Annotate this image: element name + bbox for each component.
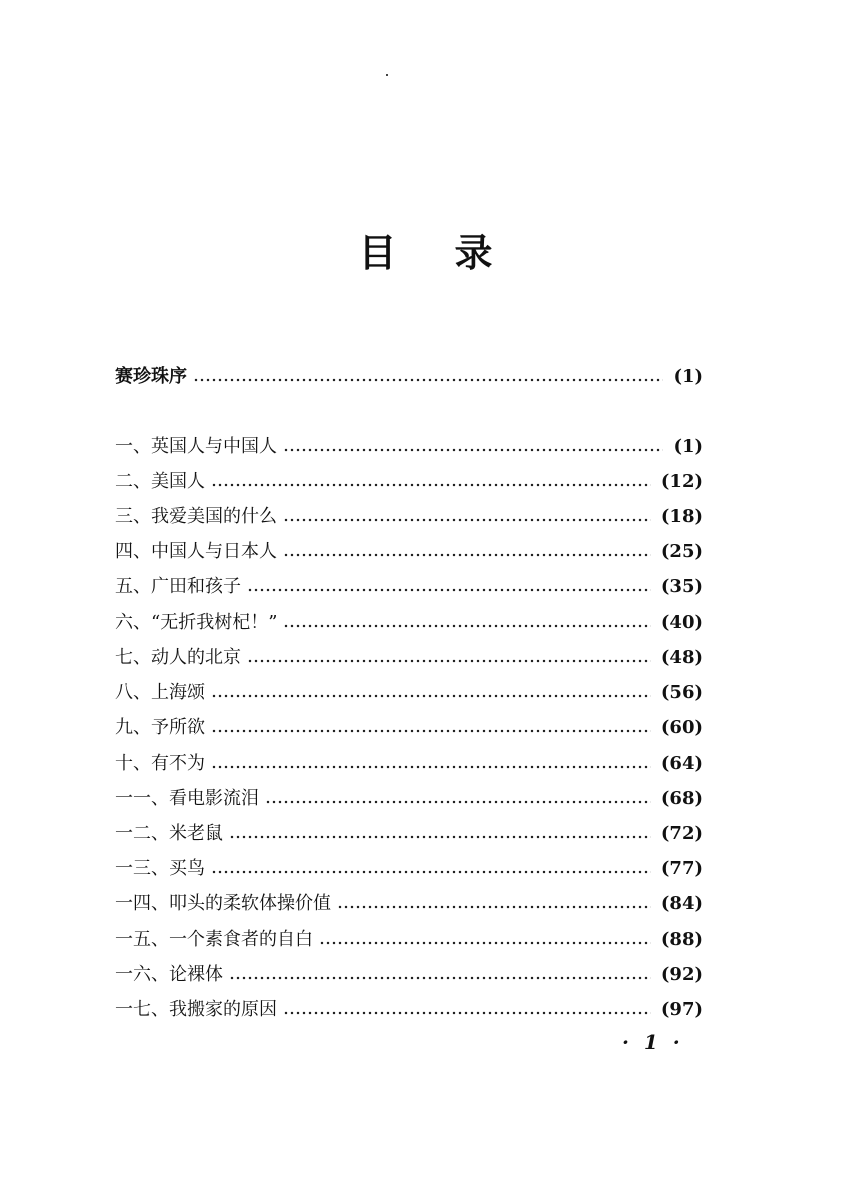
print-speck — [386, 74, 388, 76]
toc-entry-label: 七、动人的北京 — [115, 647, 241, 668]
page-folio: · 1 · — [622, 1030, 684, 1054]
toc-page-number: (25) — [660, 541, 703, 562]
dot-leader — [229, 960, 651, 990]
toc-page-number: (84) — [660, 893, 703, 914]
dot-leader — [247, 572, 651, 602]
toc-entry-label: 一、英国人与中国人 — [115, 436, 277, 457]
dot-leader — [211, 678, 651, 708]
toc-entry-label: 一五、一个素食者的自白 — [115, 929, 313, 950]
toc-entry-label: 一六、论裸体 — [115, 964, 223, 985]
toc-preface-row — [115, 362, 703, 392]
dot-leader — [247, 643, 651, 673]
toc-row — [115, 713, 703, 743]
toc-row — [115, 643, 703, 673]
toc-row — [115, 889, 703, 919]
dot-leader — [283, 432, 663, 462]
toc-row — [115, 960, 703, 990]
toc-entry-label: 六、“无折我树杞！” — [115, 612, 278, 633]
toc-page-number: (97) — [660, 999, 703, 1020]
page-title: 目录 — [358, 230, 551, 275]
toc-entry-label: 十、有不为 — [115, 753, 205, 774]
toc-page-number: (68) — [660, 788, 703, 809]
dot-leader — [337, 889, 651, 919]
toc-page-number: (40) — [660, 612, 703, 633]
toc-entry-label: 赛珍珠序 — [115, 366, 187, 387]
toc-entry-label: 五、广田和孩子 — [115, 576, 241, 597]
toc-row — [115, 784, 703, 814]
toc-page-number: (72) — [660, 823, 703, 844]
toc-row — [115, 749, 703, 779]
toc-row — [115, 678, 703, 708]
toc-page-number: (77) — [660, 858, 703, 879]
toc-page-number: (1) — [673, 436, 703, 457]
toc-entry-label: 八、上海颂 — [115, 682, 205, 703]
toc-entry-label: 九、予所欲 — [115, 717, 205, 738]
dot-leader — [283, 537, 651, 567]
toc-entry-label: 一一、看电影流泪 — [115, 788, 259, 809]
dot-leader — [193, 362, 663, 392]
toc-entry-label: 四、中国人与日本人 — [115, 541, 277, 562]
toc-page-number: (88) — [660, 929, 703, 950]
dot-leader — [211, 713, 651, 743]
toc-row — [115, 819, 703, 849]
dot-leader — [229, 819, 651, 849]
toc-page-number: (56) — [660, 682, 703, 703]
toc-page-number: (60) — [660, 717, 703, 738]
toc-entry-label: 一三、买鸟 — [115, 858, 205, 879]
dot-leader — [283, 608, 651, 638]
toc-entry-label: 一二、米老鼠 — [115, 823, 223, 844]
toc-row — [115, 995, 703, 1025]
toc-row — [115, 854, 703, 884]
dot-leader — [319, 925, 651, 955]
toc-page-number: (92) — [660, 964, 703, 985]
toc-entry-label: 二、美国人 — [115, 471, 205, 492]
toc-row — [115, 608, 703, 638]
dot-leader — [283, 502, 651, 532]
toc-entry-label: 一七、我搬家的原因 — [115, 999, 277, 1020]
toc-row — [115, 467, 703, 497]
toc-row — [115, 572, 703, 602]
toc-row — [115, 432, 703, 462]
dot-leader — [211, 749, 651, 779]
dot-leader — [283, 995, 651, 1025]
toc-row — [115, 925, 703, 955]
toc-page-number: (64) — [660, 753, 703, 774]
toc-page-number: (18) — [660, 506, 703, 527]
toc-row — [115, 537, 703, 567]
toc-page-number: (35) — [660, 576, 703, 597]
toc-page-number: (1) — [673, 366, 703, 387]
dot-leader — [265, 784, 651, 814]
toc-entry-label: 三、我爱美国的什么 — [115, 506, 277, 527]
toc-page-number: (12) — [660, 471, 703, 492]
toc-entry-label: 一四、叩头的柔软体操价值 — [115, 893, 331, 914]
toc-page-number: (48) — [660, 647, 703, 668]
dot-leader — [211, 854, 651, 884]
toc-row — [115, 502, 703, 532]
dot-leader — [211, 467, 651, 497]
